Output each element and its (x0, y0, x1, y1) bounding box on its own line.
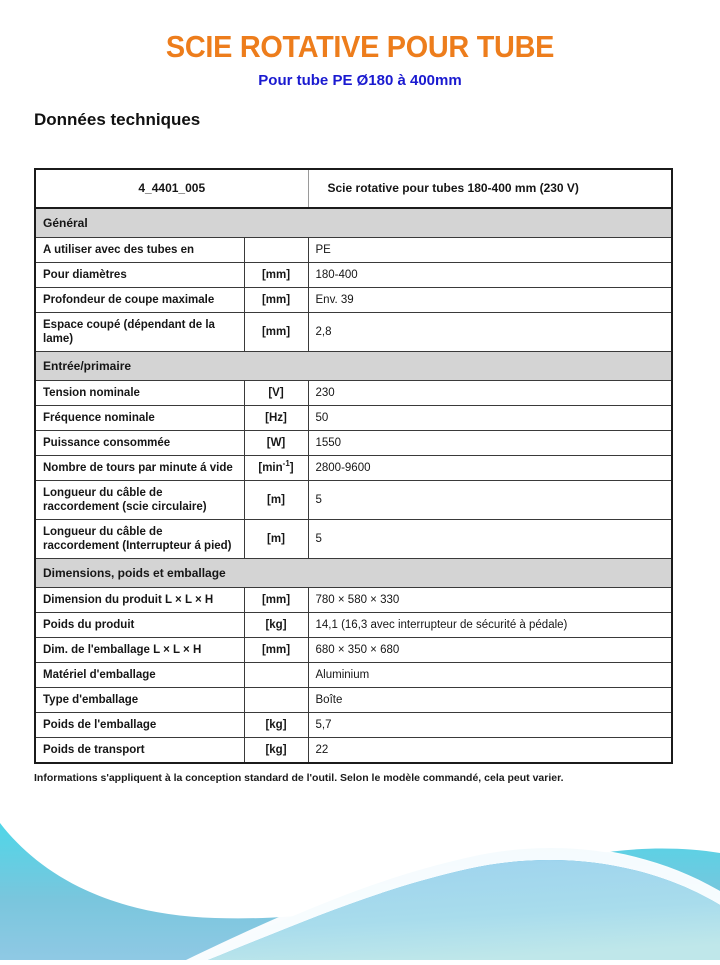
row-label: Pour diamètres (35, 263, 244, 288)
row-unit: [W] (244, 431, 308, 456)
table-row (35, 520, 672, 559)
part-description-cell: Scie rotative pour tubes 180-400 mm (230 V) (308, 169, 672, 208)
table-row (35, 481, 672, 520)
table-row (35, 288, 672, 313)
row-value: PE (308, 238, 672, 263)
row-value: 180-400 (308, 263, 672, 288)
row-unit: [mm] (244, 313, 308, 352)
table-row (35, 638, 672, 663)
row-value: 1550 (308, 431, 672, 456)
page-subtitle: Pour tube PE Ø180 à 400mm (258, 72, 462, 89)
row-unit: [kg] (244, 613, 308, 638)
table-section-row (35, 559, 672, 588)
table-row (35, 313, 672, 352)
row-label: Fréquence nominale (35, 406, 244, 431)
table-row (35, 688, 672, 713)
row-unit (244, 238, 308, 263)
table-row (35, 238, 672, 263)
row-value: 50 (308, 406, 672, 431)
row-value: Env. 39 (308, 288, 672, 313)
table-row (35, 456, 672, 481)
row-label: Dim. de l'emballage L × L × H (35, 638, 244, 663)
document-header (0, 0, 720, 90)
row-label: Puissance consommée (35, 431, 244, 456)
row-label: Poids de transport (35, 738, 244, 764)
row-value: 230 (308, 381, 672, 406)
wave-front-light (208, 860, 720, 960)
row-label: A utiliser avec des tubes en (35, 238, 244, 263)
table-section-title: Entrée/primaire (35, 352, 672, 381)
table-row (35, 406, 672, 431)
table-row (35, 431, 672, 456)
row-label: Tension nominale (35, 381, 244, 406)
row-unit-superscript: $[\min^{-1}]$ (244, 456, 308, 481)
row-label: Profondeur de coupe maximale (35, 288, 244, 313)
row-value: 22 (308, 738, 672, 764)
row-unit: [V] (244, 381, 308, 406)
row-value: 2800-9600 (308, 456, 672, 481)
row-value: Boîte (308, 688, 672, 713)
page-title: SCIE ROTATIVE POUR TUBE (165, 29, 555, 64)
row-label: Longueur du câble de raccordement (Interrupteur á pied) (35, 520, 244, 559)
row-unit: [mm] (244, 588, 308, 613)
row-value: 780 × 580 × 330 (308, 588, 672, 613)
wave-decoration (0, 815, 720, 960)
table-row (35, 713, 672, 738)
technical-data-table-container (34, 168, 671, 764)
table-header-row (35, 169, 672, 208)
row-value: 5,7 (308, 713, 672, 738)
technical-data-table (34, 168, 673, 764)
row-value: 5 (308, 481, 672, 520)
row-label: Poids de l'emballage (35, 713, 244, 738)
table-section-title: Dimensions, poids et emballage (35, 559, 672, 588)
row-unit: [mm] (244, 638, 308, 663)
row-unit: [kg] (244, 738, 308, 764)
row-value: Aluminium (308, 663, 672, 688)
section-heading-technical-data: Données techniques (34, 110, 201, 129)
table-section-title: Général (35, 208, 672, 238)
row-unit (244, 688, 308, 713)
table-section-row (35, 208, 672, 238)
footnote-text: Informations s'appliquent à la conception standard de l'outil. Selon le modèle commandé, cela peut varier. (34, 772, 564, 784)
table-section-row (35, 352, 672, 381)
row-unit: [m] (244, 520, 308, 559)
table-row (35, 663, 672, 688)
table-row (35, 588, 672, 613)
row-unit: [m] (244, 481, 308, 520)
row-unit: [Hz] (244, 406, 308, 431)
row-label: Type d'emballage (35, 688, 244, 713)
row-label: Dimension du produit L × L × H (35, 588, 244, 613)
row-unit (244, 663, 308, 688)
wave-graphic-icon (0, 815, 720, 960)
table-row (35, 738, 672, 764)
wave-white-sliver (186, 846, 720, 960)
row-unit: [kg] (244, 713, 308, 738)
table-row (35, 381, 672, 406)
row-label: Matériel d'emballage (35, 663, 244, 688)
part-number-cell: 4_4401_005 (35, 169, 308, 208)
row-unit: [mm] (244, 288, 308, 313)
wave-ribbon-blue (196, 848, 720, 960)
row-label: Longueur du câble de raccordement (scie circulaire) (35, 481, 244, 520)
row-value: 14,1 (16,3 avec interrupteur de sécurité à pédale) (308, 613, 672, 638)
table-row (35, 263, 672, 288)
row-label: Espace coupé (dépendant de la lame) (35, 313, 244, 352)
wave-back-cyan (0, 823, 720, 960)
row-unit: [mm] (244, 263, 308, 288)
row-value: 5 (308, 520, 672, 559)
row-label: Poids du produit (35, 613, 244, 638)
row-value: 2,8 (308, 313, 672, 352)
row-label: Nombre de tours par minute á vide (35, 456, 244, 481)
row-value: 680 × 350 × 680 (308, 638, 672, 663)
table-row (35, 613, 672, 638)
